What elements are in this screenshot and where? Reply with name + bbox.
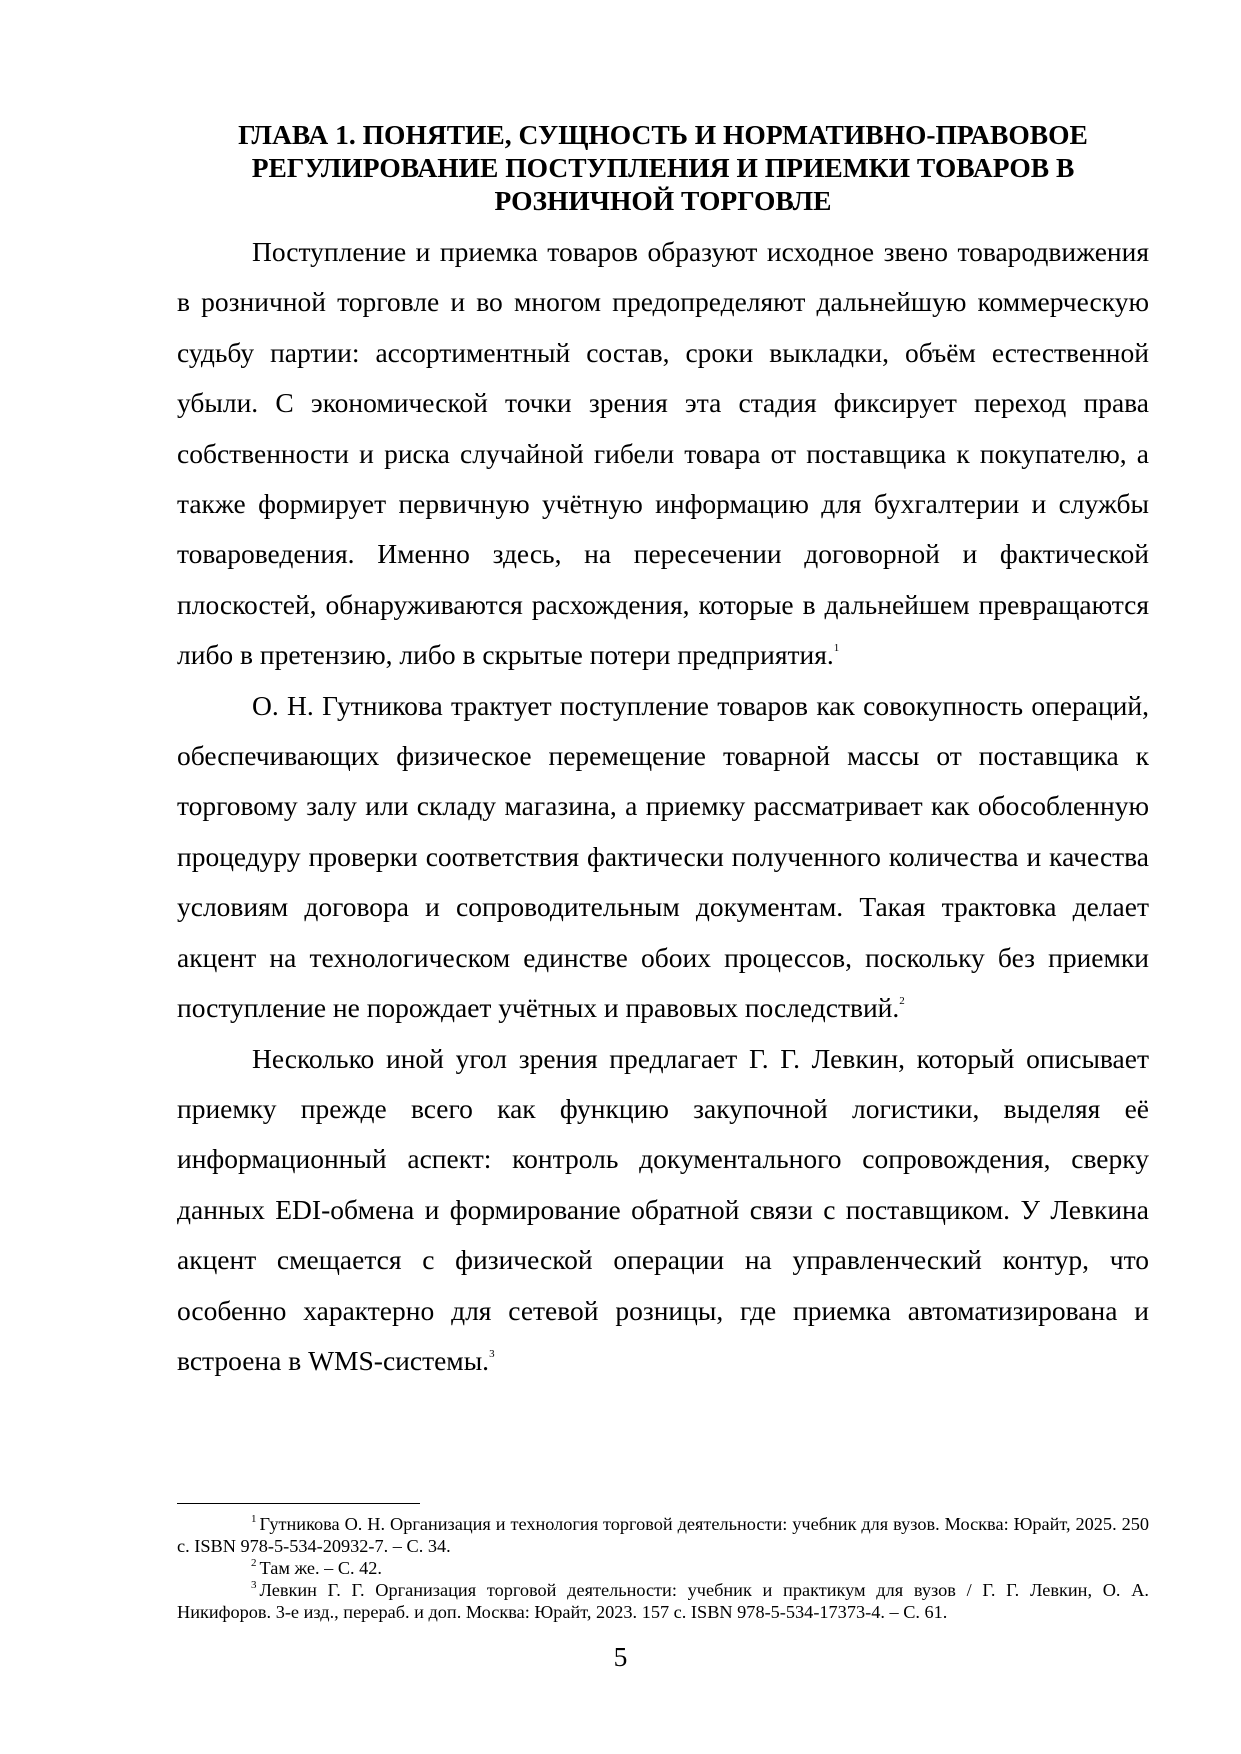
- paragraph-2-text: О. Н. Гутникова трактует поступление товаров как совокупность операций, обеспечивающих физическое перемещение товарной массы от поставщика к торговому залу или складу магазина, а приемку рассматривает как обособленную процедуру проверки соответствия фактически полученного количества и качества условиям договора и сопроводительным документам. Такая трактовка делает акцент на технологическом единстве обоих процессов, поскольку без приемки поступление не порождает учётных и правовых последствий.: [177, 689, 1149, 1024]
- footnote-text-3: Левкин Г. Г. Организация торговой деятельности: учебник и практикум для вузов / Г. Г. Левкин, О. А. Никифоров. 3-е изд., перераб. и доп. Москва: Юрайт, 2023. 157 с. ISBN 978-5-534-17373-4. – С. 61.: [177, 1580, 1149, 1622]
- chapter-heading-block: [177, 118, 1149, 221]
- footnote-number-1: 1: [251, 1513, 257, 1525]
- footnote-text-1: Гутникова О. Н. Организация и технология торговой деятельности: учебник для вузов. Москва: Юрайт, 2025. 250 с. ISBN 978-5-534-20932-7. – С. 34.: [177, 1514, 1149, 1556]
- footnote-text-2: Там же. – С. 42.: [259, 1558, 383, 1578]
- paragraph-2: [177, 681, 1149, 1034]
- paragraph-3: [177, 1034, 1149, 1387]
- paragraph-1-text: Поступление и приемка товаров образуют исходное звено товародвижения в розничной торговле и во многом предопределяют дальнейшую коммерческую судьбу партии: ассортиментный состав, сроки выкладки, объём естественной убыли. С экономической точки зрения эта стадия фиксирует переход права собственности и риска случайной гибели товара от поставщика к покупателю, а также формирует первичную учётную информацию для бухгалтерии и службы товароведения. Именно здесь, на пересечении договорной и фактической плоскостей, обнаруживаются расхождения, которые в дальнейшем превращаются либо в претензию, либо в скрытые потери предприятия.: [177, 236, 1149, 671]
- footnote-ref-3[interactable]: 3: [489, 1347, 495, 1360]
- chapter-title-line-1: ГЛАВА 1. ПОНЯТИЕ, СУЩНОСТЬ И НОРМАТИВНО-ПРАВОВОЕ: [238, 119, 1088, 150]
- footnotes: [177, 1503, 1149, 1623]
- body-text: [177, 227, 1149, 1386]
- chapter-title: [177, 118, 1149, 217]
- chapter-title-line-2: РЕГУЛИРОВАНИЕ ПОСТУПЛЕНИЯ И ПРИЕМКИ ТОВАРОВ В: [251, 152, 1075, 183]
- footnote-number-3: 3: [251, 1579, 257, 1591]
- footnote-number-2: 2: [251, 1557, 257, 1569]
- footnote-1: [177, 1513, 1149, 1557]
- footnote-3: [177, 1579, 1149, 1623]
- paragraph-1: [177, 227, 1149, 681]
- chapter-title-line-3: РОЗНИЧНОЙ ТОРГОВЛЕ: [494, 185, 832, 216]
- page-number: 5: [613, 1641, 628, 1672]
- footnote-ref-1[interactable]: 1: [833, 642, 840, 655]
- paragraph-3-text: Несколько иной угол зрения предлагает Г. Г. Левкин, который описывает приемку прежде всего как функцию закупочной логистики, выделяя её информационный аспект: контроль документального сопровождения, сверку данных EDI-обмена и формирование обратной связи с поставщиком. У Левкина акцент смещается с физической операции на управленческий контур, что особенно характерно для сетевой розницы, где приемка автоматизирована и встроена в WMS-системы.: [177, 1042, 1149, 1376]
- footnote-ref-2[interactable]: 2: [899, 995, 905, 1008]
- footnote-separator: [177, 1503, 420, 1504]
- footnote-2: [177, 1557, 1149, 1579]
